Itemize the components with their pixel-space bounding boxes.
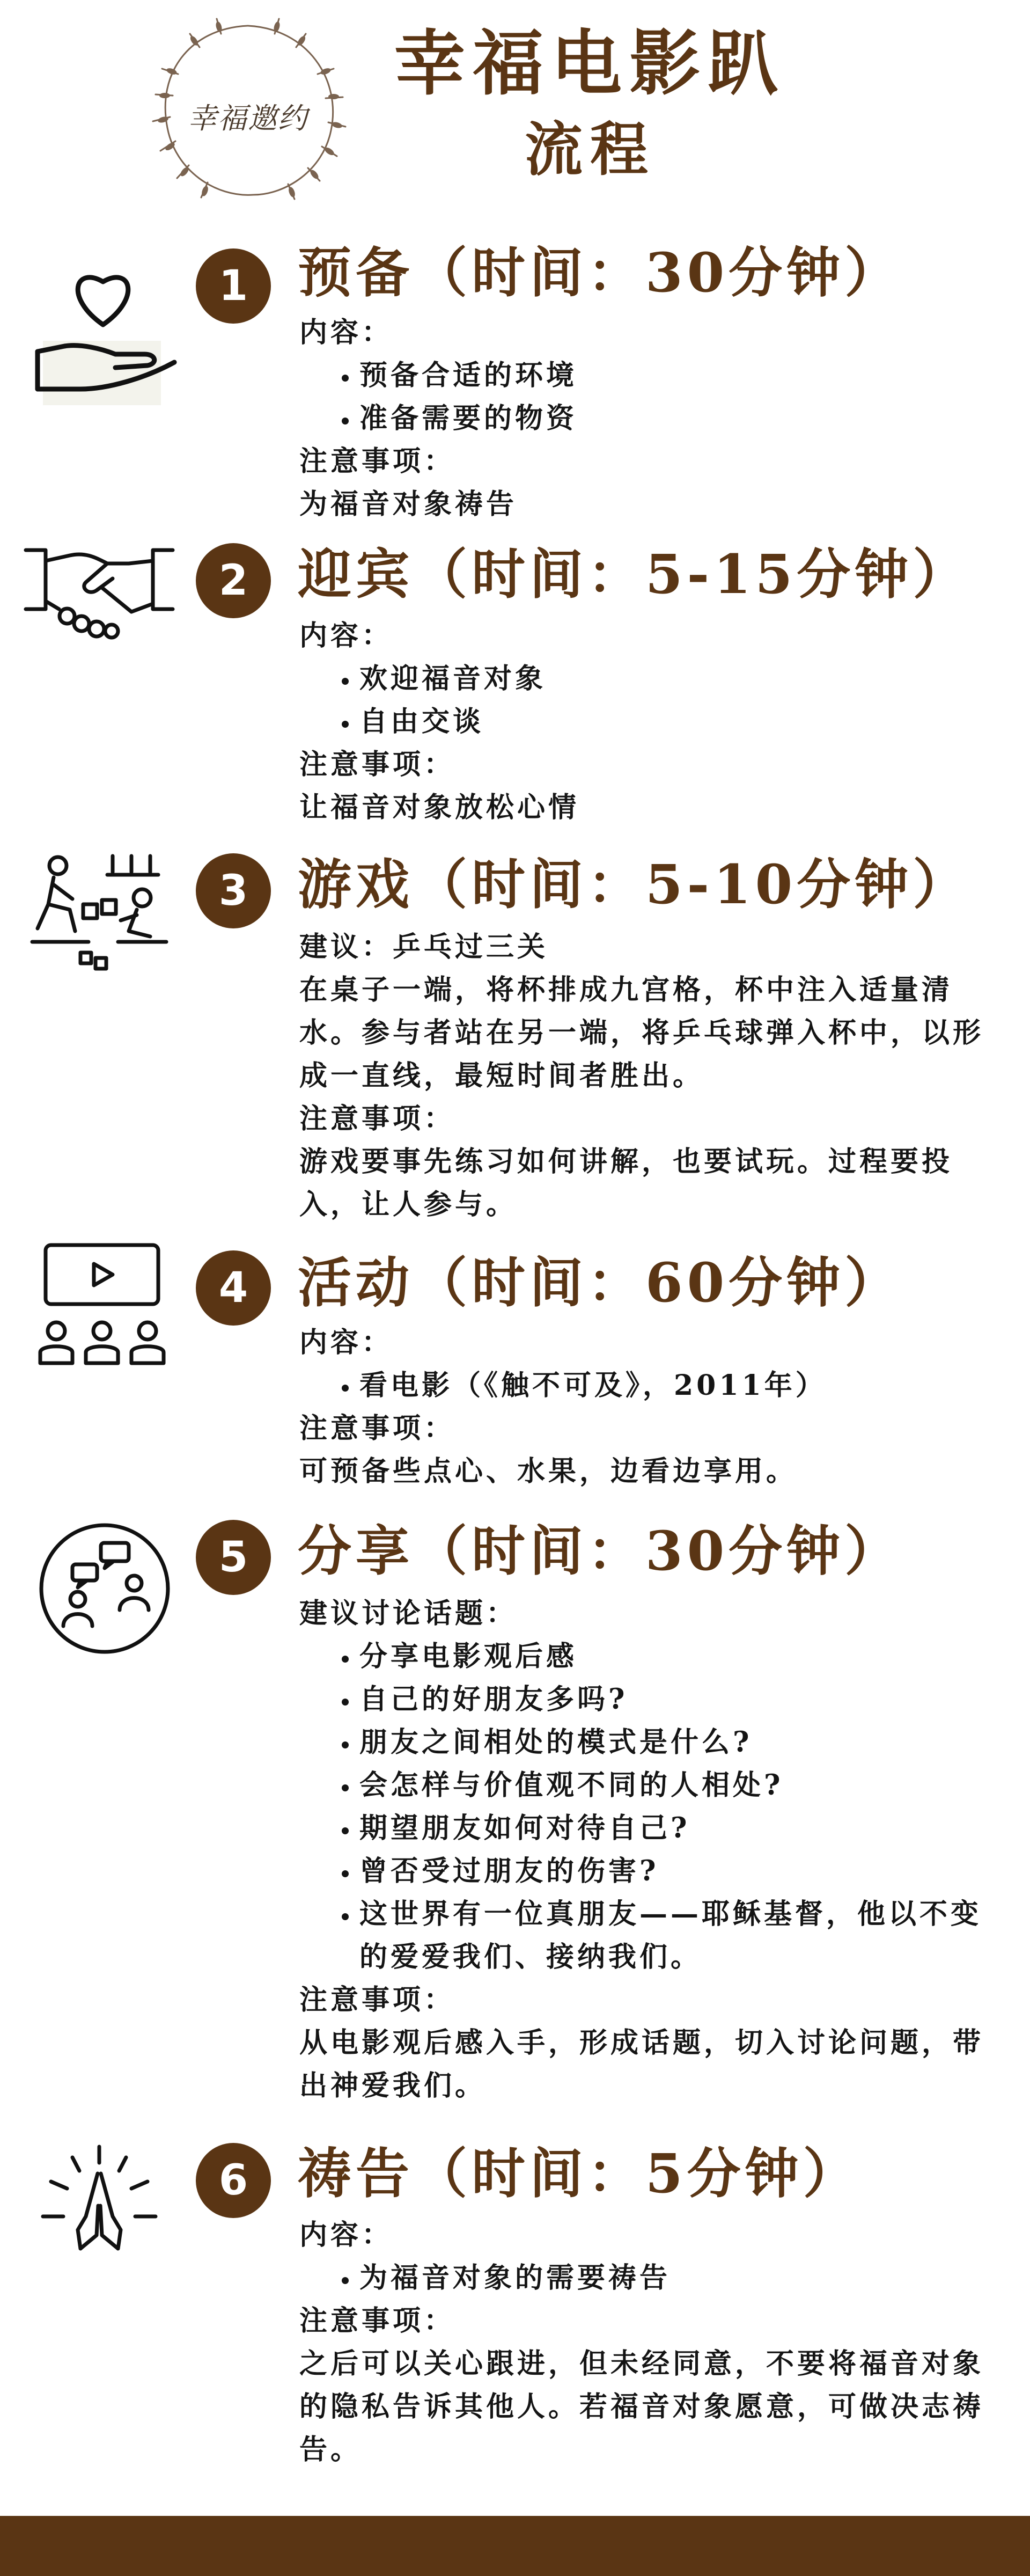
list-item: • 为福音对象的需要祷告 bbox=[359, 2257, 991, 2300]
list-item: • 自己的好朋友多吗? bbox=[359, 1678, 991, 1721]
section-body bbox=[299, 1321, 991, 1493]
list-item: • 分享电影观后感 bbox=[359, 1635, 991, 1678]
game-players-icon bbox=[21, 851, 177, 974]
notes-text: 从电影观后感入手，形成话题，切入讨论问题，带出神爱我们。 bbox=[299, 2026, 984, 2102]
list-item: • 准备需要的物资 bbox=[359, 397, 991, 440]
discussion-icon bbox=[21, 1519, 177, 1658]
content-label: 建议讨论话题： bbox=[299, 1597, 518, 1630]
section-title: 迎宾（时间：5-15分钟） bbox=[298, 543, 971, 606]
heart-in-hand-icon bbox=[21, 244, 177, 405]
step-number-badge: 3 bbox=[196, 853, 271, 928]
content-list bbox=[299, 1364, 991, 1407]
notes-text: 让福音对象放松心情 bbox=[299, 791, 580, 824]
footer-bar bbox=[0, 2516, 1030, 2576]
logo-text: 幸福邀约 bbox=[188, 101, 308, 135]
notes-label: 注意事项： bbox=[299, 1412, 455, 1445]
step-number-badge: 4 bbox=[196, 1250, 271, 1326]
content-label: 内容： bbox=[299, 1326, 393, 1359]
content-list bbox=[299, 657, 991, 743]
handshake-icon bbox=[21, 537, 177, 644]
section-body bbox=[299, 614, 991, 829]
description-text: 在桌子一端，将杯排成九宫格，杯中注入适量清水。参与者站在另一端，将乒乓球弹入杯中，以形成一直线，最短时间者胜出。 bbox=[299, 974, 984, 1092]
page-title: 幸福电影趴 bbox=[394, 22, 786, 105]
content-label: 内容： bbox=[299, 619, 393, 652]
page-subtitle: 流程 bbox=[524, 116, 656, 184]
list-item: • 自由交谈 bbox=[359, 700, 991, 743]
section-title: 预备（时间：30分钟） bbox=[298, 241, 903, 304]
praying-hands-icon bbox=[21, 2141, 177, 2259]
section-body bbox=[299, 2214, 991, 2471]
notes-label: 注意事项： bbox=[299, 1984, 455, 2016]
notes-label: 注意事项： bbox=[299, 748, 455, 781]
section-title: 游戏（时间：5-10分钟） bbox=[298, 853, 971, 916]
notes-text: 之后可以关心跟进，但未经同意，不要将福音对象的隐私告诉其他人。若福音对象愿意，可做决志祷告。 bbox=[299, 2347, 984, 2466]
step-number-badge: 6 bbox=[196, 2143, 271, 2218]
section-title: 祷告（时间：5分钟） bbox=[298, 2142, 861, 2205]
notes-text: 可预备些点心、水果，边看边享用。 bbox=[299, 1455, 798, 1488]
content-list bbox=[299, 2257, 991, 2300]
content-list bbox=[299, 354, 991, 440]
content-label: 内容： bbox=[299, 2219, 393, 2251]
notes-label: 注意事项： bbox=[299, 445, 455, 478]
suggestion-text: 建议：乒乓过三关 bbox=[299, 931, 549, 963]
section-body bbox=[299, 311, 991, 526]
list-item: • 看电影（《触不可及》，2011年） bbox=[359, 1364, 991, 1407]
notes-text: 为福音对象祷告 bbox=[299, 488, 518, 521]
section-body bbox=[299, 1592, 991, 2107]
step-number-badge: 2 bbox=[196, 543, 271, 618]
section-body bbox=[299, 926, 991, 1226]
section-title: 活动（时间：60分钟） bbox=[298, 1251, 903, 1314]
notes-text: 游戏要事先练习如何讲解，也要试玩。过程要投入，让人参与。 bbox=[299, 1145, 953, 1221]
notes-label: 注意事项： bbox=[299, 2304, 455, 2337]
movie-audience-icon bbox=[21, 1234, 177, 1379]
list-item: • 预备合适的环境 bbox=[359, 354, 991, 397]
list-item: • 这世界有一位真朋友——耶稣基督，他以不变的爱爱我们、接纳我们。 bbox=[359, 1893, 991, 1979]
list-item: • 期望朋友如何对待自己? bbox=[359, 1807, 991, 1850]
step-number-badge: 1 bbox=[196, 248, 271, 324]
list-item: • 会怎样与价值观不同的人相处? bbox=[359, 1764, 991, 1807]
list-item: • 曾否受过朋友的伤害? bbox=[359, 1850, 991, 1893]
content-list bbox=[299, 1635, 991, 1979]
wreath-logo bbox=[141, 10, 355, 214]
notes-label: 注意事项： bbox=[299, 1102, 455, 1135]
section-title: 分享（时间：30分钟） bbox=[298, 1519, 903, 1583]
list-item: • 朋友之间相处的模式是什么? bbox=[359, 1721, 991, 1764]
list-item: • 欢迎福音对象 bbox=[359, 657, 991, 700]
content-label: 内容： bbox=[299, 316, 393, 349]
step-number-badge: 5 bbox=[196, 1520, 271, 1595]
